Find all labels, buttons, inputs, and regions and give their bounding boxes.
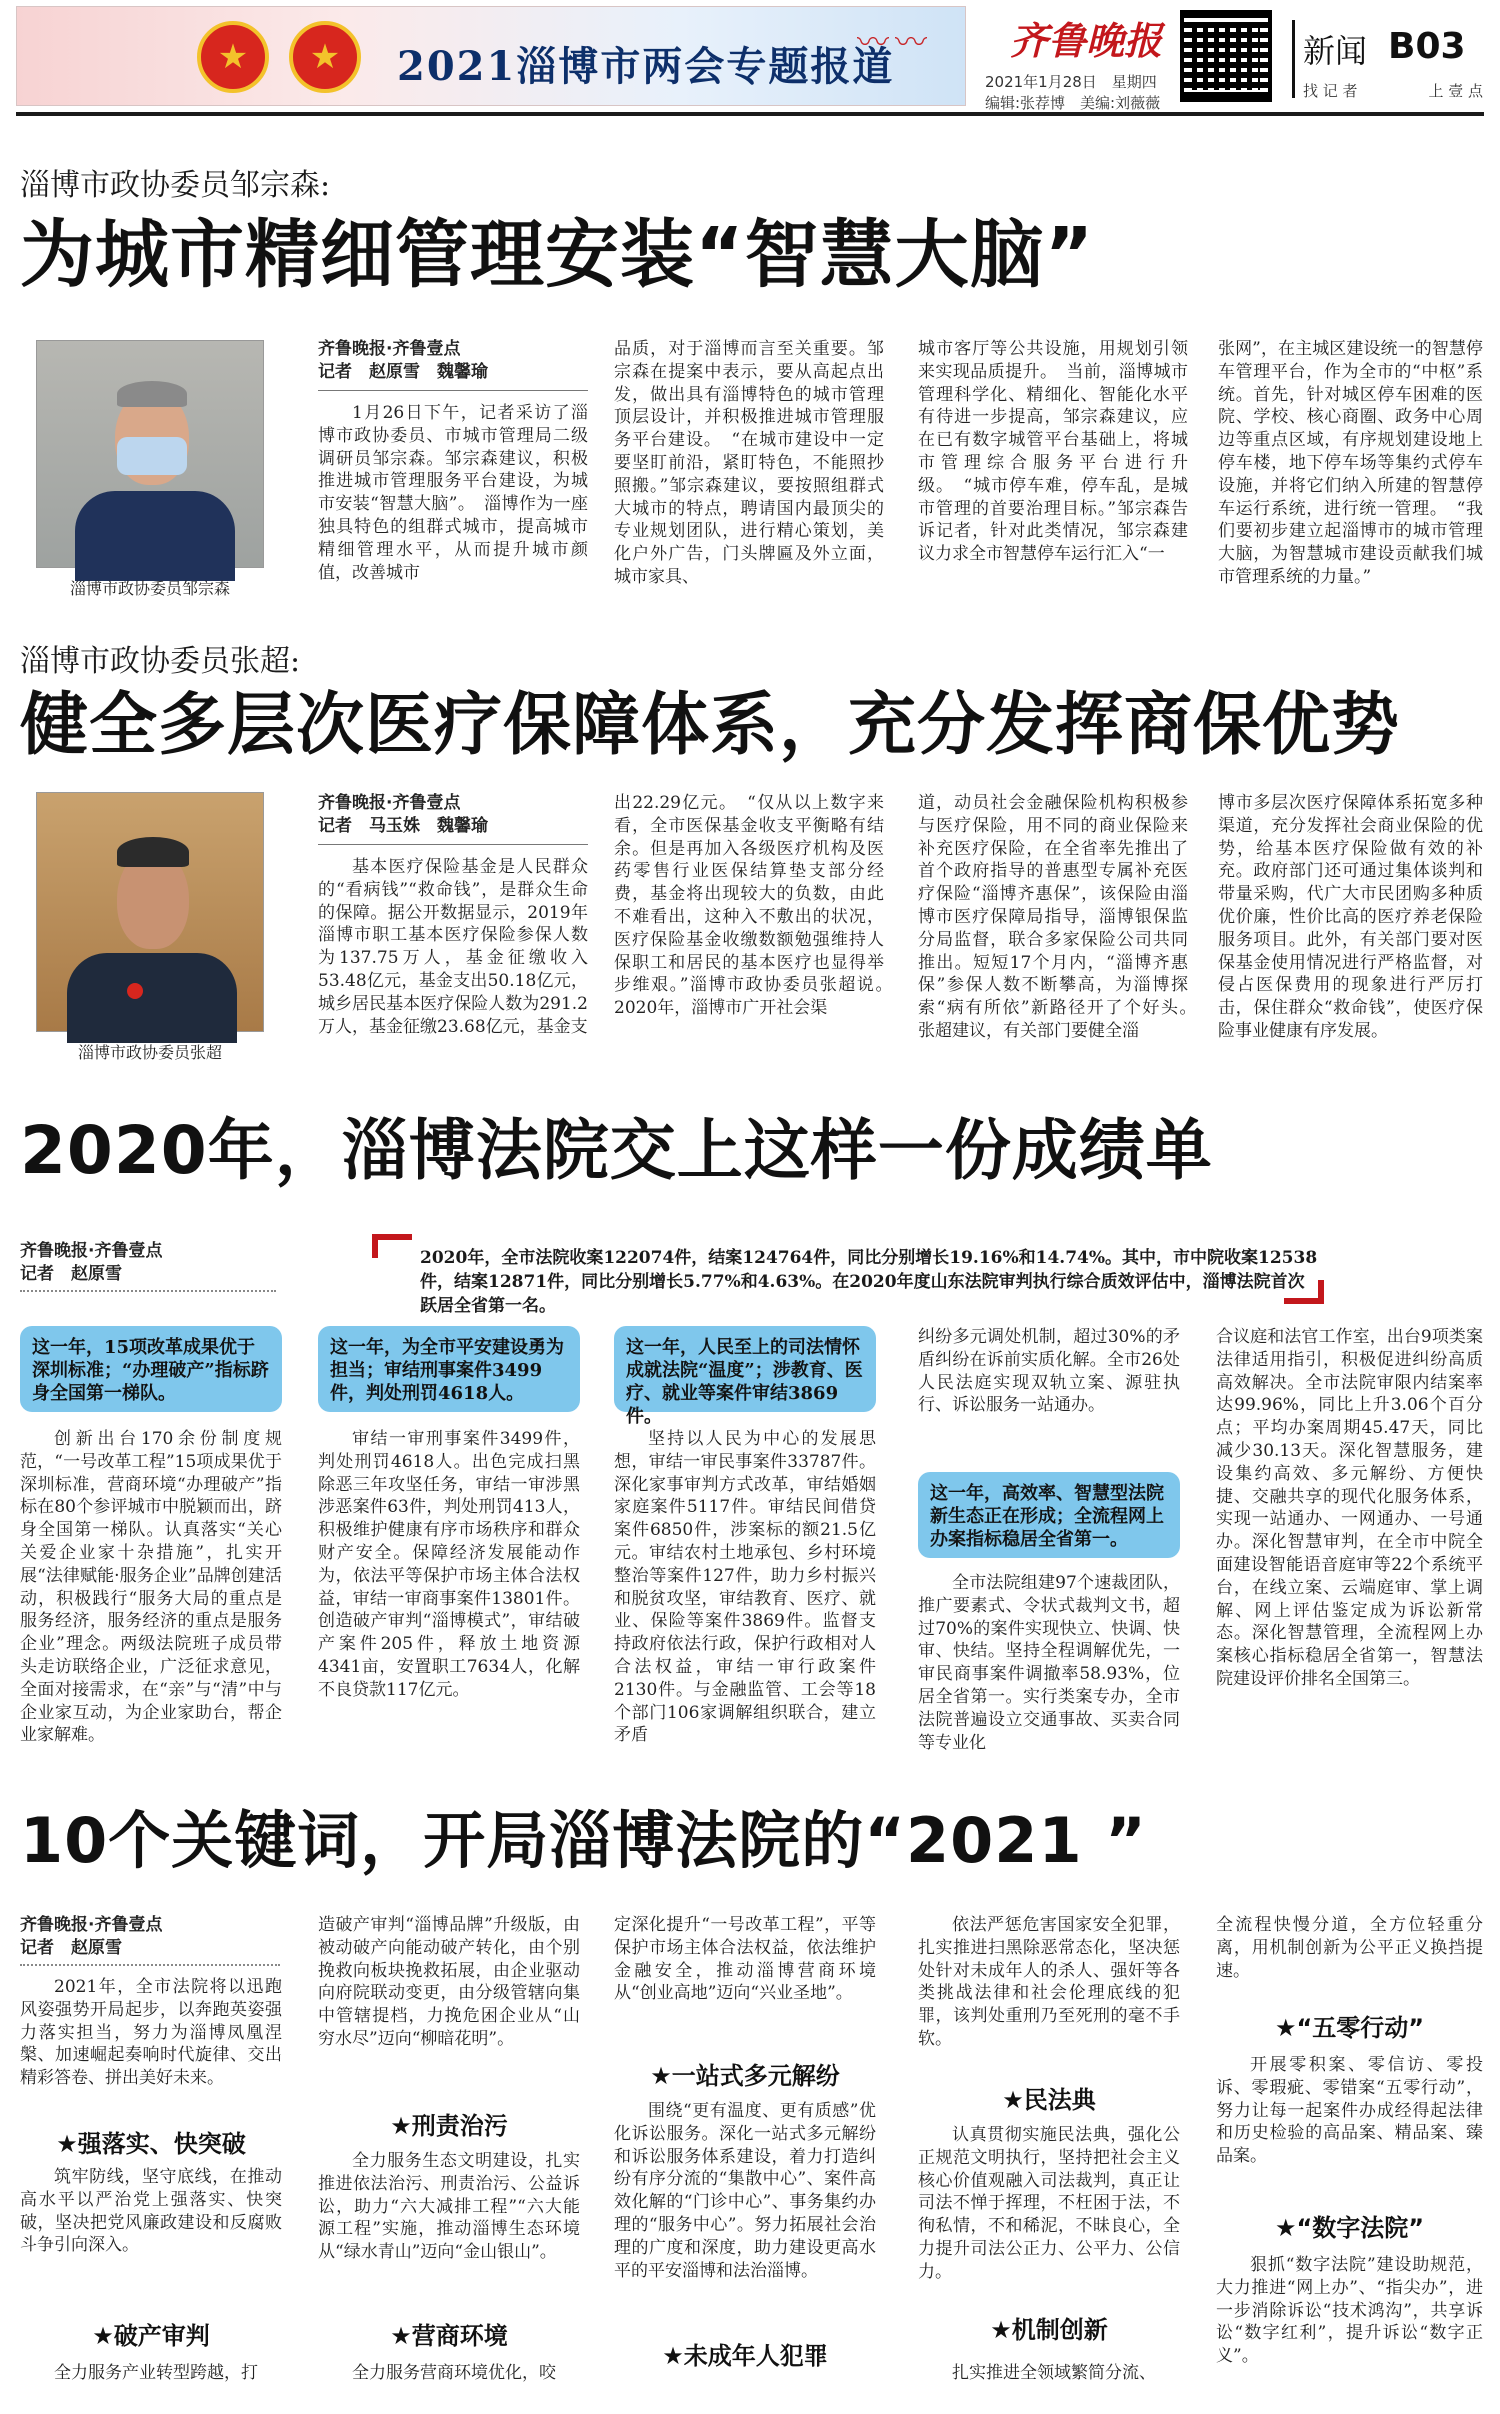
article2-column-4: 博市多层次医疗保障体系拓宽多种渠道，充分发挥社会商业保险的优势，给基本医疗保险做有效的补充。政府部门还可通过集体谈判和带量采购，代广大市民团购多种质优价廉，性价比高的医疗养老保险服务项目。此外，有关部门要对医保基金使用情况进行严格监督，对侵占医保费用的现象进行严厉打击，保住群众“救命钱”，使医疗保险事业健康有序发展。 <box>1218 793 1483 1041</box>
article3-highlight-box-2: 这一年，为全市平安建设勇为担当；审结刑事案件3499件，判处刑罚4618人。 <box>318 1326 580 1412</box>
article2-column-2: 出22.29亿元。 “仅从以上数字来看，全市医保基金收支平衡略有结余。但是再加入各级医疗机构及医药零售行业医保结算垫支部分经费，基金将出现较大的负数，由此不难看出，这种入不敷出的状况，医疗保险基金收缴数额勉强维持人保职工和居民的基本医疗也显得举步维艰。”淄博市政协委员张超说。 2020年，淄博市广开社会渠 <box>614 793 901 1019</box>
article4-column-3-text: 定深化提升“一号改革工程”，平等保护市场主体合法权益，依法维护金融安全，推动淄博营商环境从“创业高地”迈向“兴业圣地”。 <box>614 1915 876 2004</box>
article4-column-2-text: 造破产审判“淄博品牌”升级版，由被动破产向能动破产转化，由个别挽救向板块挽救拓展，由企业驱动向府院联动变更，由分级管辖向集中管辖提档，力挽危困企业从“山穷水尽”迈向“柳暗花明”。 <box>318 1915 580 2049</box>
article2-byline-outlet: 齐鲁晚报·齐鲁壹点 <box>318 793 461 813</box>
national-emblem-icon: ★ <box>197 21 269 93</box>
reporter-tagline <box>1303 80 1483 101</box>
page-code: B03 <box>1388 26 1466 67</box>
keyword-heading-3: ★刑责治污 <box>390 2112 508 2140</box>
article3-column-5: 合议庭和法官工作室，出台9项类案法律适用指引，积极促进纠纷高质高效解决。全市法院审限内结案率达99.96%，同比上升3.06个百分点；平均办案周期45.47天，同比减少30.13天。深化智慧服务，建设集约高效、多元解纷、方便快捷、交融共享的现代化服务体系，实现一站通办、一网通办、一号通办。深化智慧审判，在全市中院全面建设智能语音庭审等22个系统平台，在线立案、云端庭审、掌上调解、网上评估鉴定成为诉讼新常态。深化智慧管理，全流程网上办案核心指标稳居全省第一，智慧法院建设评价排名全国第三。 <box>1216 1327 1483 1689</box>
keyword-heading-5: ★一站式多元解纷 <box>650 2062 840 2090</box>
article2-column-3: 道，动员社会金融保险机构积极参与医疗保险，用不同的商业保险来补充医疗保险，在全省率先推出了首个政府指导的普惠型专属补充医疗保险“淄博齐惠保”，该保险由淄博市医疗保障局指导，淄博银保监分局监督，联合多家保险公司共同推出。短短17个月内，“淄博齐惠保”参保人数不断攀高，为淄博探索“病有所依”新路径开了个好头。 张超建议，有关部门要健全淄 <box>918 793 1205 1041</box>
keyword-text-9: 开展零积案、零信访、零投诉、零瑕疵、零错案“五零行动”，努力让每一起案件办成经得起法律和历史检验的高品案、精品案、臻品案。 <box>1216 2055 1483 2167</box>
article2-photo <box>36 792 264 1032</box>
article3-highlight-box-4: 这一年，高效率、智慧型法院新生态正在形成；全流程网上办案指标稳居全省第一。 <box>918 1472 1180 1558</box>
keyword-heading-4: ★营商环境 <box>390 2322 508 2350</box>
article1-byline-reporters: 记者 赵原雪 魏馨瑜 <box>318 362 488 382</box>
lead-bracket-right <box>1284 1280 1324 1304</box>
cppcc-emblem-icon: ★ <box>289 21 361 93</box>
article3-column-4a: 纠纷多元调处机制，超过30%的矛盾纠纷在诉前实质化解。全市26处人民法庭实现双轨立案、源驻执行、诉讼服务一站通办。 <box>918 1327 1180 1416</box>
article1-column-1: 1月26日下午，记者采访了淄博市政协委员、市城市管理局二级调研员邹宗森。邹宗森建议，积极推进城市管理服务平台建设，为城市安装“智慧大脑”。 淄博作为一座独具特色的组群式城市，提高城市精细管理水平，从而提升城市颜值，改善城市 <box>318 403 588 583</box>
keyword-heading-2: ★破产审判 <box>92 2322 210 2350</box>
article2-column-1: 基本医疗保险基金是人民群众的“看病钱”“救命钱”，是群众生命的保障。据公开数据显示，2019年淄博市职工基本医疗保险参保人数为137.75万人，基金征缴收入53.48亿元，基金支出50.18亿元，城乡居民基本医疗保险人数为291.2万人，基金征缴23.68亿元，基金支 <box>318 857 588 1037</box>
qr-code-icon[interactable] <box>1180 10 1272 102</box>
article1-column-3: 城市客厅等公共设施，用规划引领来实现品质提升。 当前，淄博城市管理科学化、精细化、智能化水平有待进一步提高，邹宗森建议，应在已有数字城管平台基础上，将城市管理综合服务平台进行升级。 “城市停车难，停车乱，是城市管理的首要治理目标。”邹宗森告诉记者，针对此类情况，邹宗森建议力求全市智慧停车运行汇入“一 <box>918 339 1188 565</box>
keyword-text-1: 筑牢防线，坚守底线，在推动高水平以严治党上强落实、快突破，坚决把党风廉政建设和反腐败斗争引向深入。 <box>20 2167 282 2256</box>
keyword-heading-8: ★机制创新 <box>990 2316 1108 2344</box>
article4-column-1-intro: 2021年，全市法院将以迅跑风姿强势开局起步，以奔跑英姿强力落实担当，努力为淄博凤凰涅槃、加速崛起奏响时代旋律、交出精彩答卷、拼出美好未来。 <box>20 1977 282 2089</box>
keyword-text-8: 扎实推进全领域繁简分流、 <box>952 2363 1156 2383</box>
keyword-text-2: 全力服务产业转型跨越，打 <box>54 2363 258 2383</box>
banner-title: 2021淄博市两会专题报道 <box>397 43 895 90</box>
reporter-tag-left: 找 记 者 <box>1303 82 1358 100</box>
article1-photo <box>36 340 264 568</box>
article4-column-5-text: 全流程快慢分道，全方位轻重分离，用机制创新为公平正义换挡提速。 <box>1216 1915 1483 1981</box>
article4-byline <box>20 1914 162 1960</box>
article3-lead: 2020年，全市法院收案122074件，结案124764件，同比分别增长19.16%和14.74%。其中，市中院收案12538件，结案12871件，同比分别增长5.77%和4.63%。在2020年度山东法院审判执行综合质效评估中，淄博法院首次跃居全省第一名。 <box>420 1248 1318 1316</box>
article3-column-1: 创新出台170余份制度规范，“一号改革工程”15项成果优于深圳标准，营商环境“办理破产”指标在80个参评城市中脱颖而出，跻身全国第一梯队。认真落实“关心关爱企业家十杂措施”，扎实开展“法律赋能·服务企业”品牌创建活动，积极践行“服务大局的重点是服务经济，服务经济的重点是服务企业”理念。两级法院班子成员带头走访联络企业，广泛征求意见，全面对接需求，在“亲”与“清”中与企业家互动，为企业家助台，帮企业家解难。 <box>20 1429 282 1746</box>
article3-column-2: 审结一审刑事案件3499件，判处刑罚4618人。出色完成扫黑除恶三年攻坚任务，审结一审涉黑涉恶案件63件，判处刑罚413人，积极维护健康有序市场秩序和群众财产安全。保障经济发展能动作为，依法平等保护市场主体合法权益，审结一审商事案件13801件。创造破产审判“淄博模式”，审结破产案件205件，释放土地资源4341亩，安置职工7634人，化解不良贷款117亿元。 <box>318 1429 580 1700</box>
birds-decoration-icon: 〰〰 <box>857 23 934 61</box>
article1-column-4: 张网”，在主城区建设统一的智慧停车管理平台，作为全市的“中枢”系统。首先，针对城区停车困难的医院、学校、核心商圈、政务中心周边等重点区域，有序规划建设地上停车楼，地下停车场等集约式停车设施，并将它们纳入所建的智慧停车运行系统，进行统一管理。 “我们要初步建立起淄博市的城市管理大脑，为智慧城市建设贡献我们城市管理系统的力量。” <box>1218 339 1483 587</box>
keyword-heading-1: ★强落实、快突破 <box>56 2130 246 2158</box>
keyword-text-5: 围绕“更有温度、更有质感”优化诉讼服务。深化一站式多元解纷和诉讼服务体系建设，着力打造纠纷有序分流的“集散中心”、案件高效化解的“门诊中心”、事务集约办理的“服务中心”。努力拓展社会治理的广度和深度，助力建设更高水平的平安淄博和法治淄博。 <box>614 2101 876 2281</box>
article3-byline-reporters: 记者 赵原雪 <box>20 1264 122 1284</box>
article2-kicker: 淄博市政协委员张超: <box>20 644 301 679</box>
article2-byline <box>318 792 488 838</box>
article1-byline-rule <box>318 390 588 391</box>
article3-byline <box>20 1240 162 1286</box>
keyword-heading-10: ★“数字法院” <box>1274 2214 1425 2242</box>
article1-byline <box>318 338 488 384</box>
lead-bracket-left <box>372 1234 412 1258</box>
issue-date: 2021年1月28日 星期四 <box>985 73 1157 91</box>
article3-headline: 2020年，淄博法院交上这样一份成绩单 <box>20 1112 1213 1189</box>
special-report-banner <box>16 6 966 106</box>
article4-byline-rule <box>20 1964 280 1966</box>
article1-kicker: 淄博市政协委员邹宗森: <box>20 168 331 203</box>
article3-byline-outlet: 齐鲁晚报·齐鲁壹点 <box>20 1241 163 1261</box>
article1-headline: 为城市精细管理安装“智慧大脑” <box>20 212 1095 298</box>
article4-byline-outlet: 齐鲁晚报·齐鲁壹点 <box>20 1915 163 1935</box>
section-name: 新闻 <box>1303 32 1368 70</box>
keyword-text-3: 全力服务生态文明建设，扎实推进依法治污、刑责治污、公益诉讼，助力“六大减排工程”“六大能源工程”实施，推动淄博生态环境从“绿水青山”迈向“金山银山”。 <box>318 2151 580 2263</box>
keyword-heading-6: ★未成年人犯罪 <box>662 2342 828 2370</box>
masthead-divider <box>1292 20 1295 98</box>
reporter-tag-right: 上 壹 点 <box>1428 82 1483 100</box>
article1-photo-caption: 淄博市政协委员邹宗森 <box>69 579 230 598</box>
article4-column-4-text: 依法严惩危害国家安全犯罪，扎实推进扫黑除恶常态化，坚决惩处针对未成年人的杀人、强奸等各类挑战法律和社会伦理底线的犯罪，该判处重刑乃至死刑的毫不手软。 <box>918 1915 1180 2049</box>
masthead-rule <box>16 112 1484 116</box>
article2-byline-reporters: 记者 马玉姝 魏馨瑜 <box>318 816 488 836</box>
article2-byline-rule <box>318 844 588 845</box>
keyword-text-10: 狠抓“数字法院”建设助规范，大力推进“网上办”、“指尖办”，进一步消除诉讼“技术鸿沟”，共享诉讼“数字红利”，提升诉讼“数字正义”。 <box>1216 2255 1483 2367</box>
keyword-text-7: 认真贯彻实施民法典，强化公正规范文明执行，坚持把社会主义核心价值观融入司法裁判，真正让司法不惮于挥理，不枉困于法，不徇私情，不和稀泥，不昧良心，全力提升司法公正力、公平力、公信力。 <box>918 2125 1180 2282</box>
keyword-heading-7: ★民法典 <box>1002 2086 1096 2114</box>
article1-byline-outlet: 齐鲁晚报·齐鲁壹点 <box>318 339 461 359</box>
issue-meta <box>985 72 1160 114</box>
article1-column-2: 品质，对于淄博而言至关重要。邹宗森在提案中表示，要从高起点出发，做出具有淄博特色的城市管理顶层设计，并积极推进城市管理服务平台建设。 “在城市建设中一定要坚盯前沿，紧盯特色，不能照抄照搬。”邹宗森建议，要按照组群式大城市的特点，聘请国内最顶尖的专业规划团队，进行精心策划，美化户外广告，门头牌匾及外立面，城市家具、 <box>614 339 884 587</box>
article3-highlight-box-1: 这一年，15项改革成果优于深圳标准；“办理破产”指标跻身全国第一梯队。 <box>20 1326 282 1412</box>
article3-column-4b: 全市法院组建97个速裁团队，推广要素式、令状式裁判文书，超过70%的案件实现快立、快调、快审、快结。坚持全程调解优先，一审民商事案件调撤率58.93%，位居全省第一。实行类案专办，全市法院普遍设立交通事故、买卖合同等专业化 <box>918 1573 1180 1753</box>
article2-headline: 健全多层次医疗保障体系，充分发挥商保优势 <box>20 686 1401 765</box>
article3-byline-rule <box>20 1290 276 1292</box>
article3-column-3: 坚持以人民为中心的发展思想，审结一审民事案件33787件。深化家事审判方式改革，审结婚姻家庭案件5117件。审结民间借贷案件6850件，涉案标的额21.5亿元。审结农村土地承包、乡村环境整治等案件127件，助力乡村振兴和脱贫攻坚，审结教育、医疗、就业、保险等案件3869件。监督支持政府依法行政，保护行政相对人合法权益，审结一审行政案件2130件。与金融监管、工会等18个部门106家调解组织联合，建立矛盾 <box>614 1429 876 1746</box>
newspaper-logo: 齐鲁晚报 <box>1010 18 1163 63</box>
article2-photo-caption: 淄博市政协委员张超 <box>77 1043 222 1062</box>
article3-highlight-box-3: 这一年，人民至上的司法情怀成就法院“温度”；涉教育、医疗、就业等案件审结3869件。 <box>614 1326 876 1412</box>
article4-headline: 10个关键词，开局淄博法院的“2021 ” <box>20 1804 1147 1877</box>
keyword-text-4: 全力服务营商环境优化，咬 <box>352 2363 556 2383</box>
article4-byline-reporters: 记者 赵原雪 <box>20 1938 122 1958</box>
issue-editors: 编辑:张荐博 美编:刘薇薇 <box>985 94 1161 112</box>
keyword-heading-9: ★“五零行动” <box>1274 2014 1425 2042</box>
